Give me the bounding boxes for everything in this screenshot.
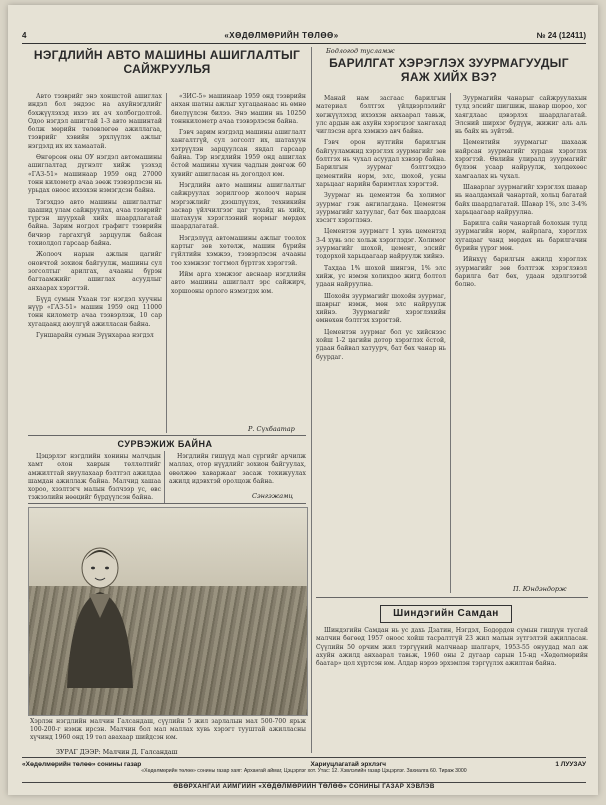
section-divider <box>28 503 306 504</box>
article-headline: Шиндэгийн Самдан <box>380 605 512 623</box>
paragraph: Нэгдлийн авто машины ашиглалтыг сайжруулах зорилгоор жолооч нарын мэргэжлийг дээшлүүлэх, техникийн засвар үйлчилгээг цаг тухайд нь хийх, шатахуун хэрэглээний нормыг мөрдөх шаардлагатай. <box>171 181 306 231</box>
author-signature: Р. Сүхбаатар <box>248 425 295 433</box>
author-signature: Сэнгэжамц <box>252 492 294 500</box>
paragraph: Ийнхүү барилгын ажилд хэрэглэх зуурмагийг зөв бэлтгэж хэрэглэвэл барилга бат бөх, удаан эдэлгээтэй болно. <box>455 256 587 289</box>
column-divider <box>450 93 451 593</box>
paragraph: Цементэн зуурмагт 1 хувь цементэд 3-4 хувь элс хольж хэрэглэдэг. Холимог зуурмагийг шохой, цемент, элсийг тодорхой харьцаагаар найруулж хийнэ. <box>316 228 446 261</box>
paragraph: Цэцэрлэг нэгдлийн хонины малчдын хамт олон хаврын төллөлтийг амжилттай явуулахаар бэлтгэл ажилдаа шамдан ажиллаж байна. Малчид хашаа хороо, хээлтэгч малын бэлчээр ус, өвс тэжээлийн нөөцийг бүрдүүлсэн байна. <box>28 453 161 501</box>
paragraph: «ЗИС-5» машинаар 1959 онд тээврийн анхан шатны ажлыг хугацаанаас нь өмнө биелүүлсэн билээ. Энэ машин нь 10250 тоннкилометр ачаа тээвэрлэсэн байна. <box>171 93 306 125</box>
article-column <box>455 95 587 581</box>
paragraph: Жолооч нарын ажлын цагийг оновчтой зохион байгуулж, машины сул зогсолтыг арилгах, ачааны бүрэн багтаамжийг ашиглах асуудлыг анхаарах хэрэгтэй. <box>28 251 162 292</box>
column-divider <box>311 47 312 753</box>
paragraph: Ийм арга хэмжээг авснаар нэгдлийн авто машины ашиглалт эрс сайжирч, хоршооны орлого нэмэгдэх юм. <box>171 270 306 295</box>
newspaper-page <box>8 5 598 795</box>
section-divider <box>316 597 588 598</box>
paragraph: Цементэн зуурмаг бол ус хийснээс хойш 1-2 цагийн дотор хэрэглэх ёстой, удаан байвал хатуурч, бат бөх чанар нь буурдаг. <box>316 328 446 361</box>
footer-right: 1 ЛУУЗАУ <box>555 760 586 768</box>
article-column <box>169 453 306 491</box>
paragraph: Шохойн зуурмагийг шохойн зуурмаг, шаврыг нэмж, мөн элс найруулж хийнэ. Зуурмагийг хэрэглэхийн өмнөхөн бэлтгэх хэрэгтэй. <box>316 292 446 325</box>
paragraph: Цементийн зуурмагыг шахааж найрсан зуурмагийг хурдан хэрэглэх хэрэгтэй. Өвлийн улиралд зуурмагийг бүлээн усаар найруулж, хөлдөхөөс хамгаалах нь чухал. <box>455 139 587 180</box>
paragraph: Нэгдлийн гишүүд мал сүргийг арчилж маллах, отор нүүдлийг зохион байгуулах, өвөлжөө хаваржааг засаж тохижуулах ажилд идэвхтэй оролцож байна. <box>169 453 306 485</box>
herder-photo <box>28 507 308 716</box>
paragraph: Шаварлаг зуурмагийг хэрэглэх шавар нь наалдамхай чанартай, хольц багатай байх шаардлагатай. Шавар 1%, элс 3-4% харьцаагаар найруулна. <box>455 183 587 216</box>
paragraph: Нэгдэлүүд автомашины ажлыг тоолох картыг зөв хөтөлж, машин бүрийн гүйлтийн хэмжээ, тээвэрлэсэн ачааны тоо хэмжээг тогтмол бүртгэх хэрэгтэй. <box>171 234 306 267</box>
article-column <box>316 95 446 595</box>
article-column <box>28 93 162 431</box>
paragraph: Барилга сайн чанартай болохын тулд зуурмагийн норм, найрлага, хэрэглэх хугацааг чанд мөрдөх нь барилгачин бүрийн үүрэг мөн. <box>455 220 587 253</box>
column-divider <box>164 451 165 503</box>
author-signature: П. Юндэндорж <box>513 585 567 593</box>
paragraph: Зуурмаг нь цементэн ба холимог зуурмаг гэж ангилагдана. Цементэн зуурмагийг хатуулаг, бат бөх шаардсан хэсэгт хэрэглэнэ. <box>316 192 446 225</box>
paragraph: Өнгөрсөн оны ОУ нэгдэл автомашины ашиглалтад дүгнэлт хийж үзэхэд «ГАЗ-51» машинаар 1959 онд 27000 тонн километр ачаа зөөж тээвэрлэсэн нь урьдах оноос ихээхэн нэмэгдсэн байна. <box>28 154 162 195</box>
paragraph: Бүүд сумын Ухаан тэг нэгдэл хуучны нүүр «ГАЗ-51» машин 1959 онд 11000 тонн километр ачаа тээвэрлэж, 10 сар хугацаанд аюулгүй ажилласан байна. <box>28 295 162 328</box>
page-number: 4 <box>22 30 27 40</box>
column-divider <box>166 93 167 433</box>
article-column <box>316 627 588 753</box>
article-kicker: Бодлогод тусламж <box>326 47 395 55</box>
article-headline: НЭГДЛИЙН АВТО МАШИНЫ АШИГЛАЛТЫГ САЙЖРУУЛЬЯ <box>33 48 301 76</box>
footer-printer: ӨВӨРХАНГАЙ АЙМГИЙН «ХӨДӨЛМӨРИЙН ТӨЛӨӨ» СОНИНЫ ГАЗАР ХЭВЛЭВ <box>22 782 586 793</box>
herder-figure <box>57 538 143 688</box>
paragraph: Авто тээврийг энэ хоншстой ашиглах индэл бол эндээс на ахуйнэгдлийг бэхжүүлэхэд ихээ их ач холбогдолтой. Одоо нэгдэл ашигтай 1-3 авто машинтай болж мөрийн төлөвлөгөө ажиллагаа, тээврийг хэвийн эрхлүүлэх ажлыг нэгдэлд их их хамаатай. <box>28 93 162 150</box>
issue-number: № 24 (12411) <box>536 30 586 40</box>
page-header <box>22 27 586 44</box>
paragraph: Гуншарайн сумын Зүүнхараа нэгдэл <box>36 332 154 340</box>
newspaper-name: «ХӨДӨЛМӨРИЙН ТӨЛӨӨ» <box>224 30 339 40</box>
paragraph: Шиндэгийн Самдан нь ус дахь Дзатин, Нэгдэл, Бодордон сумын гишүүн тусгай малчин бөгөөд 1957 оноос хойш тасралтгүй 23 жил малын зүтгэлтэй ажилласан. Сүүлийн 50 орчим жил тэргүүний малчнаар шалгарч, 1953-55 онуудад мал аж ахуйн ажилд анхаарал тавьж, 1960 оны 2 дугаар сарын 15-нд «Хөдөлмөрийн баатар» цол хүртсэн юм. Алдар нэрээ эрхэмлэн тэргүүлэх ажилтан байна. <box>316 627 588 668</box>
paragraph: Зуурмагийн чанарыг сайжруулахын тулд элсийг шигшиж, шавар шороо, хог хаягдлаас цэвэрлэх шаардлагатай. Элсний ширхэг бүдүүн, жижиг аль аль нь байх нь зүйтэй. <box>455 95 587 136</box>
photo-caption: Хэрлэн нэгдлийн малчин Галсандаш, сүүлийн 5 жил зарлалын мал 500-700 ярьж 100-200-г нэмж ирсэн. Малчин бол мал маллах хувь хэрэгт тууштай ажилласны хүчинд 1960 онд 19 төл авахаар шийдсэн юм. <box>30 718 306 741</box>
photo-credit: ЗУРАГ ДЭЭР: Малчин Д. Галсандаш <box>56 749 178 756</box>
article-headline: СУРВЭЖИЖ БАЙНА <box>117 439 213 449</box>
footer-center: Хариуцлагатай эрхлэгч <box>310 760 387 768</box>
article-column <box>171 93 306 421</box>
paragraph: Гэвч орон нутгийн барилгын байгууламжид хэрэглэх зуурмагийг зөв бэлтгэх нь чухал асуудал хэвээр байна. Барилгын зуурмаг бэлтгэхдээ цементийн норм, элс, шохой, усны харьцааг нарийн баримтлах хэрэгтэй. <box>316 139 446 188</box>
footer-left: «Хөдөлмөрийн төлөө» сонины газар <box>22 760 142 768</box>
paragraph: Гэвч зарим нэгдэлд машины ашиглалт хангалтгүй, сул зогсолт их, шатахуун хэтрүүлэн зарцуулсан явдал гарсаар байна. Тэр нэгдлийн 1959 онд ашиглах ёстой машины хүчин чадлын дөнгөж 60 хувийг ашигласан нь доголдол юм. <box>171 129 306 178</box>
footer-address: «Хөдөлмөрийн төлөө» сонины газар хаяг: Архангай аймаг, Цэцэрлэг хот. Утас: 12. Хэвлэлийн газар Цэцэрлэг. Захиалга 60. Тираж 3000 <box>141 768 467 774</box>
section-divider <box>28 435 306 436</box>
article-column <box>28 453 161 501</box>
article-headline: БАРИЛГАТ ХЭРЭГЛЭХ ЗУУРМАГУУДЫГ ЯАЖ ХИЙХ ВЭ? <box>329 56 569 84</box>
paragraph: Тэгэхдээ авто машины ашиглалтыг цаашид улам сайжруулах, ачаа тээврийг түргэн шуурхай хийх шаардлагатай байна. Зарим ногдол графигт тээврийн бичвэр гаргахгүй зарцуулж байсан тохиолдол гарсаар байна. <box>28 198 162 248</box>
paragraph: Тахдаа 1% шохой шингэн, 1% элс хийж, ус нэмэн холихдоо жигд болтол удаан найруулна. <box>316 264 446 289</box>
paragraph: Манай нам засгаас барилгын материал бэлтгэх үйлдвэрлэлийг хөгжүүлэхэд ихээхэн анхаарал тавьж, улс ардын аж ахуйн хэрэгцээг хангахад чиглэсэн арга хэмжээ авч байна. <box>316 95 446 136</box>
